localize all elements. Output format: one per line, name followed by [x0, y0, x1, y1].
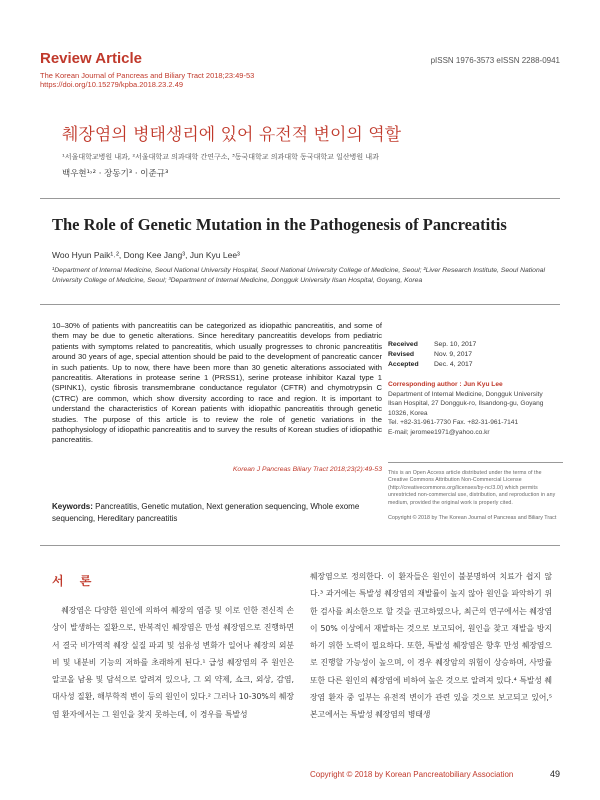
- corr-email[interactable]: E-mail; jeromee1971@yahoo.co.kr: [388, 428, 490, 436]
- korean-authors: 백우현¹˒² · 장동기³ · 이준규³: [62, 169, 169, 179]
- page-number: 49: [549, 769, 560, 779]
- received-label: Received: [388, 341, 418, 348]
- body-column-left: [52, 602, 294, 723]
- doi-link[interactable]: https://doi.org/10.15279/kpba.2018.23.2.49: [40, 80, 184, 89]
- abstract-citation: Korean J Pancreas Biliary Tract 2018;23(2):49-53: [232, 466, 382, 473]
- keywords-label: Keywords:: [52, 502, 93, 511]
- divider: [388, 462, 563, 463]
- journal-copyright: Copyright © 2018 by The Korean Journal of Pancreas and Biliary Tract: [388, 515, 557, 521]
- license-text: This is an Open Access article distributed under the terms of the Creative Commons Attribution Non-Commercial License (http://creativecommons.org/licenses/by-nc/3.0/) which permits unrestricted non-commercial use, distribution, and reproduction in any medium, provided the original work is properly cited.: [388, 470, 556, 506]
- section-title: 서 론: [52, 574, 98, 588]
- divider: [40, 545, 560, 546]
- english-title: The Role of Genetic Mutation in the Pathogenesis of Pancreatitis: [52, 215, 507, 234]
- keywords-text: Pancreatitis, Genetic mutation, Next generation sequencing, Whole exome sequencing, Hereditary pancreatitis: [52, 502, 360, 523]
- corr-line: Ilsan Hospital, 27 Dongguk-ro, Ilsandong-gu, Goyang: [388, 400, 544, 408]
- accepted-date: Dec. 4, 2017: [434, 360, 473, 368]
- corr-phone: Tel. +82-31-961-7730 Fax. +82-31-961-7141: [388, 419, 519, 427]
- english-affiliations: ¹Department of Internal Medicine, Seoul National University Hospital, Seoul National University College of Medicine, Seoul; ²Liver Research Institute, Seoul National University College of Medicine, Seoul; ³Department of Internal Medicine, Dongguk University Ilsan Hospital, Goyang, Korea: [52, 267, 546, 284]
- article-dates: [388, 340, 563, 369]
- corresponding-author: Corresponding author : Jun Kyu Lee: [388, 381, 503, 388]
- footer-copyright: Copyright © 2018 by Korean Pancreatobiliary Association: [310, 770, 514, 779]
- keywords: [52, 501, 372, 524]
- corr-line: Department of Internal Medicine, Dongguk University: [388, 390, 543, 398]
- body-column-right: [310, 568, 552, 724]
- revised-label: Revised: [388, 350, 415, 358]
- korean-affiliations: ¹서울대학교병원 내과, ²서울대학교 의과대학 간연구소, ³동국대학교 의과대학 동국대학교 일산병원 내과: [62, 153, 379, 161]
- divider: [40, 198, 560, 199]
- abstract-text: 10–30% of patients with pancreatitis can be categorized as idiopathic pancreatitis, and some of them may be due to genetic alterations. Since hereditary pancreatitis develops from pediatric patients with symptoms related to pancreatitis, which usually progresses to chronic pancreatitis around 30 years of age, special attention should be paid to the development of pancreatic cancer in such patients. Up to now, there have been more than 30 genetic alterations associated with pancreatitis. Alterations in protease serine 1 (PRSS1), serine protease inhibitor Kazal type 1 (SPINK1), cystic fibrosis transmembrane conductance regulator (CFTR) and chymotrypsin C (CTRC) are common, which show diversity according to race and region. It is important to understand the characteristics of Korean patients with idiopathic pancreatitis through genetic studies. The purpose of this article is to review the role of genetic variations in the pathophysiology of idiopathic pancreatitis and to survey the results of Korean studies of idiopathic pancreatitis.: [52, 321, 382, 445]
- body-paragraph: 췌장염은 다양한 원인에 의하여 췌장의 염증 및 이로 인한 전신적 손상이 발생하는 질환으로, 반복적인 췌장염은 만성 췌장염으로 진행하면서 결국 비가역적 췌장 실질 파괴 및 섬유성 변화가 일어나 췌장의 외분비 및 내분비 기능의 저하를 초래하게 된다.¹ 급성 췌장염의 주 원인은 알코올 남용 및 담석으로 알려져 있으나, 그 외 약제, 쇼크, 외상, 감염, 대사성 질환, 해부학적 변이 등의 원인이 있다.² 그러나 10-30%의 췌장염 환자에서는 그 원인을 찾지 못하는데, 이 경우를 특발성: [52, 606, 294, 719]
- issn: pISSN 1976-3573 eISSN 2288-0941: [430, 56, 560, 65]
- body-paragraph: 췌장염으로 정의한다. 이 환자들은 원인이 불분명하여 치료가 쉽지 않다.³ 과거에는 특발성 췌장염의 재발률이 높지 않아 원인을 파악하기 위한 검사를 최소한으로 할 것을 권고하였으나, 최근의 연구에서는 췌장염이 50% 이상에서 재발하는 것으로 보고되어, 원인을 찾고 재발을 방지하기 위한 노력이 필요하다. 또한, 특발성 췌장염은 향후 만성 췌장염으로 진행할 가능성이 높으며, 이 경우 췌장암의 위험이 상승하며, 사망률 또한 다른 원인의 췌장염에 비하여 높은 것으로 알려져 있다.⁴ 특발성 췌장염 환자 중 일부는 유전적 변이가 관련 있을 것으로 보고되고 있어,⁵ 본고에서는 특발성 췌장염의 병태생: [310, 572, 552, 720]
- divider: [40, 304, 560, 305]
- revised-date: Nov. 9, 2017: [434, 350, 473, 358]
- english-authors: Woo Hyun Paik¹˒², Dong Kee Jang³, Jun Kyu Lee³: [52, 250, 240, 260]
- korean-title: 췌장염의 병태생리에 있어 유전적 변이의 역할: [62, 125, 402, 145]
- journal-line: The Korean Journal of Pancreas and Biliary Tract 2018;23:49-53: [40, 71, 255, 80]
- received-date: Sep. 10, 2017: [434, 341, 477, 348]
- article-type: Review Article: [40, 50, 142, 67]
- corr-line: 10326, Korea: [388, 409, 428, 417]
- accepted-label: Accepted: [388, 360, 419, 368]
- correspondence: [388, 380, 563, 438]
